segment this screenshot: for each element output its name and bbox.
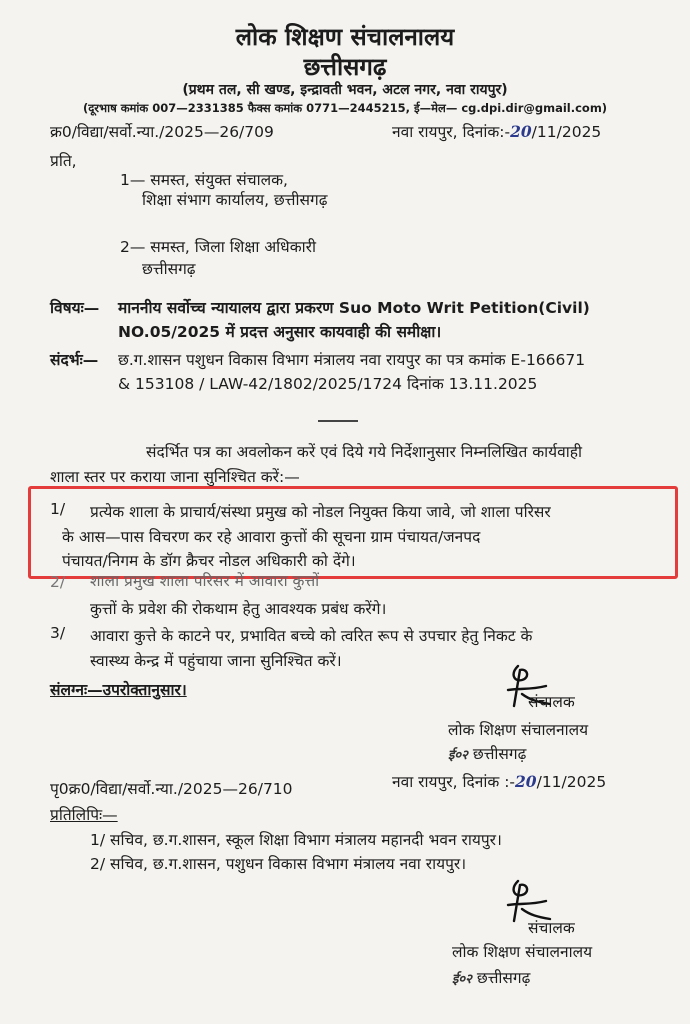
enclosure: संलग्नः—उपरोक्तानुसार। — [50, 681, 187, 699]
endorsement-date — [392, 770, 606, 792]
letter-date — [392, 120, 601, 142]
copy-label: प्रतिलिपिः— — [50, 806, 118, 824]
copy-2: 2/ सचिव, छ.ग.शासन, पशुधन विकास विभाग मंत्रालय नवा रायपुर। — [90, 855, 467, 873]
reference-line2: & 153108 / LAW-42/1802/2025/1724 दिनांक 13.11.2025 — [118, 375, 538, 393]
point-1-number: 1/ — [50, 500, 66, 518]
recipient-1-line2: शिक्षा संभाग कार्यालय, छत्तीसगढ़ — [142, 191, 328, 209]
office-state: छत्तीसगढ़ — [303, 53, 387, 81]
letter-date-handwritten: 20 — [510, 122, 532, 141]
intro-line2: शाला स्तर पर कराया जाना सुनिश्चित करें:— — [50, 468, 300, 486]
endorsement-number: पृ0क्र0/विद्या/सर्वो.न्या./2025—26/710 — [50, 780, 293, 798]
point-2-line1: शाला प्रमुख शाला परिसर में आवारा कुत्तों — [90, 572, 320, 590]
signature-2-office: लोक शिक्षण संचालनालय — [452, 943, 593, 961]
point-2-line2: कुत्तों के प्रवेश की रोकथाम हेतु आवश्यक प्रबंध करेंगे। — [90, 600, 387, 618]
signature-1-title: संचालक — [528, 693, 575, 711]
signature-1-initials: ई०२ — [448, 748, 468, 763]
point-3-line2: स्वास्थ्य केन्द्र में पहुंचाया जाना सुनिश्चित करें। — [90, 652, 342, 670]
subject-line1: माननीय सर्वोच्च न्यायालय द्वारा प्रकरण Suo Moto Writ Petition(Civil) — [118, 299, 590, 317]
office-address: (प्रथम तल, सी खण्ड, इन्द्रावती भवन, अटल नगर, नवा रायपुर) — [182, 82, 508, 98]
reference-line1: छ.ग.शासन पशुधन विकास विभाग मंत्रालय नवा रायपुर का पत्र कमांक E-166671 — [118, 351, 586, 369]
signature-2-initials: ई०२ — [452, 972, 472, 987]
highlight-box — [28, 486, 678, 579]
letter-number: क्र0/विद्या/सर्वो.न्या./2025—26/709 — [50, 123, 274, 141]
point-2-number: 2/ — [50, 573, 66, 591]
separator-dash — [318, 420, 358, 422]
subject-label: विषयः— — [50, 299, 100, 317]
recipient-1-line1: 1— समस्त, संयुक्त संचालक, — [120, 171, 288, 189]
signature-2-state-line — [452, 966, 530, 988]
signature-1-office: लोक शिक्षण संचालनालय — [448, 721, 589, 739]
office-contact: (दूरभाष कमांक 007—2331385 फैक्स कमांक 0771—2445215, ई—मेल— cg.dpi.dir@gmail.com) — [82, 101, 608, 115]
office-title: लोक शिक्षण संचालनालय — [235, 23, 455, 51]
point-1-line2: के आस—पास विचरण कर रहे आवारा कुत्तों की सूचना ग्राम पंचायत/जनपद — [62, 528, 481, 546]
copy-1: 1/ सचिव, छ.ग.शासन, स्कूल शिक्षा विभाग मंत्रालय महानदी भवन रायपुर। — [90, 831, 502, 849]
point-1-line3: पंचायत/निगम के डॉग क्रैचर नोडल अधिकारी को देंगे। — [62, 552, 356, 570]
signature-2-state: छत्तीसगढ़ — [476, 969, 531, 987]
point-3-line1: आवारा कुत्ते के काटने पर, प्रभावित बच्चे को त्वरित रूप से उपचार हेतु निकट के — [90, 627, 533, 645]
subject-line2: NO.05/2025 में प्रदत्त अनुसार कायवाही की समीक्षा। — [118, 323, 442, 341]
letter-date-rest: /11/2025 — [531, 123, 602, 141]
reference-label: संदर्भः— — [50, 351, 99, 369]
intro-line1: संदर्भित पत्र का अवलोकन करें एवं दिये गये निर्देशानुसार निम्नलिखित कार्यवाही — [146, 443, 582, 461]
point-1-line1: प्रत्येक शाला के प्राचार्य/संस्था प्रमुख को नोडल नियुक्त किया जावे, जो शाला परिसर — [90, 503, 551, 521]
endorsement-date-prefix: नवा रायपुर, दिनांक :- — [392, 773, 516, 791]
point-3-number: 3/ — [50, 624, 66, 642]
signature-1-state: छत्तीसगढ़ — [472, 745, 527, 763]
letter-date-prefix: नवा रायपुर, दिनांक:- — [392, 123, 511, 141]
prati-label: प्रति, — [50, 152, 77, 170]
signature-1-state-line — [448, 742, 526, 764]
recipient-2-line2: छत्तीसगढ़ — [142, 260, 196, 278]
recipient-2-line1: 2— समस्त, जिला शिक्षा अधिकारी — [120, 238, 316, 256]
signature-2-title: संचालक — [528, 919, 575, 937]
endorsement-date-handwritten: 20 — [515, 772, 537, 791]
endorsement-date-rest: /11/2025 — [536, 773, 607, 791]
